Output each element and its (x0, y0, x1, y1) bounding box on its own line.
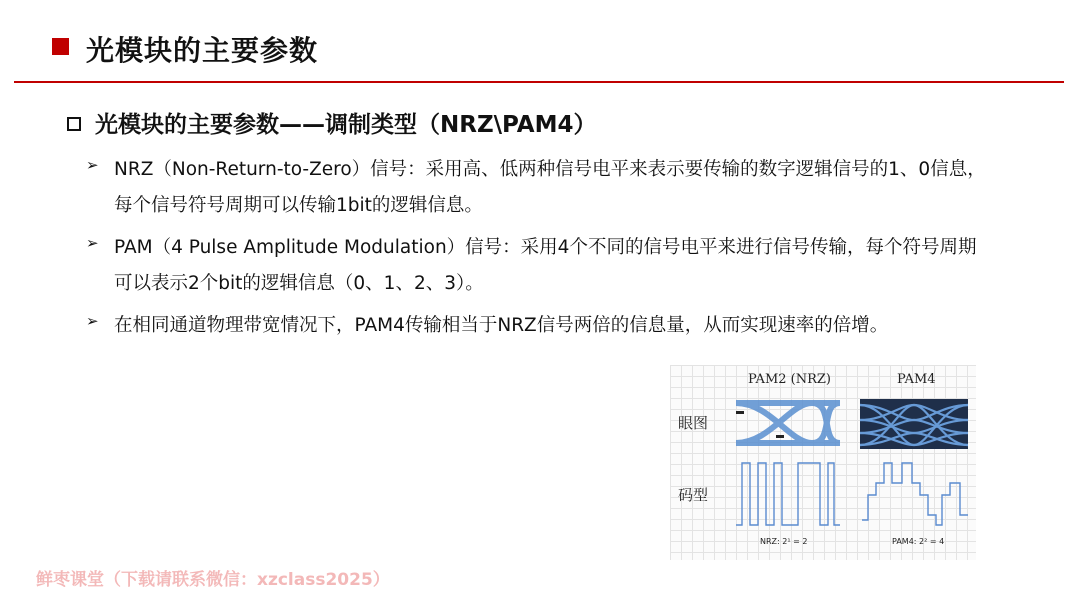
figure-column-header: PAM4 (897, 372, 936, 387)
eye-marker (736, 411, 744, 414)
bullet-item (86, 230, 986, 302)
bullet-list (86, 152, 986, 350)
figure-row-label: 码型 (678, 486, 709, 504)
eye-marker (776, 435, 784, 438)
figure-footnote: NRZ: 2¹ = 2 (760, 537, 808, 546)
modulation-figure (670, 365, 976, 560)
bullet-text: NRZ（Non-Return-to-Zero）信号：采用高、低两种信号电平来表示要传输的数字逻辑信号的1、0信息，每个信号符号周期可以传输1bit的逻辑信息。 (114, 159, 986, 216)
bullet-item (86, 152, 986, 224)
nrz-waveform (736, 463, 840, 525)
section-heading: 光模块的主要参数——调制类型（NRZ\PAM4） (95, 112, 597, 138)
bullet-text: PAM（4 Pulse Amplitude Modulation）信号：采用4个不同的信号电平来进行信号传输，每个符号周期可以表示2个bit的逻辑信息（0、1、2、3）。 (114, 237, 977, 294)
figure-row-label: 眼图 (678, 414, 709, 432)
figure-column-header: PAM2 (NRZ) (748, 372, 831, 387)
arrow-bullet-icon: ➢ (86, 156, 99, 174)
red-square-icon (52, 38, 69, 55)
bullet-item (86, 308, 986, 344)
watermark: 鲜枣课堂（下载请联系微信：xzclass2025） (36, 570, 390, 590)
slide-title: 光模块的主要参数 (86, 34, 319, 67)
nrz-eye-diagram (736, 403, 840, 443)
bullet-text: 在相同通道物理带宽情况下，PAM4传输相当于NRZ信号两倍的信息量，从而实现速率的倍增。 (114, 315, 889, 336)
pam4-eye-diagram (860, 399, 968, 449)
figure-footnote: PAM4: 2² = 4 (892, 537, 945, 546)
arrow-bullet-icon: ➢ (86, 234, 99, 252)
arrow-bullet-icon: ➢ (86, 312, 99, 330)
modulation-diagram (670, 365, 976, 560)
hollow-square-icon (67, 117, 81, 131)
title-divider (14, 81, 1064, 83)
pam4-waveform (862, 463, 968, 525)
